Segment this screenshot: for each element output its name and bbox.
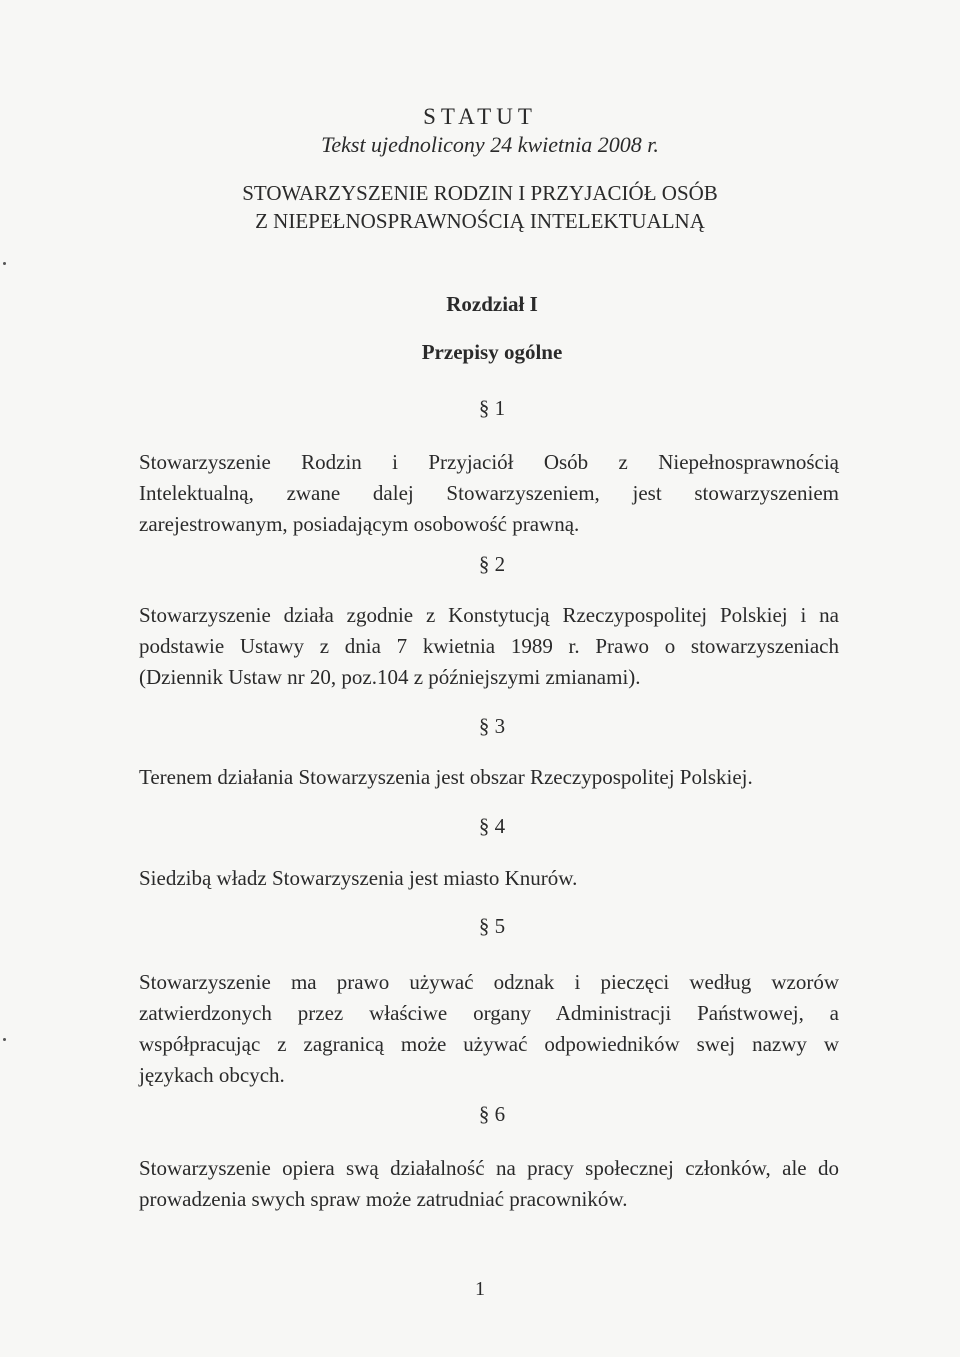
section-line: Siedzibą władz Stowarzyszenia jest miasto Knurów. bbox=[139, 866, 578, 890]
section-body-1 bbox=[139, 447, 839, 540]
section-mark-5: § 5 bbox=[478, 914, 506, 938]
section-line: współpracując z zagranicą może używać odpowiedników swej nazwy w bbox=[139, 1032, 839, 1056]
section-mark-6: § 6 bbox=[478, 1102, 506, 1126]
document-subtitle: Tekst ujednolicony 24 kwietnia 2008 r. bbox=[321, 132, 659, 157]
organization-name-line-1: STOWARZYSZENIE RODZIN I PRZYJACIÓŁ OSÓB bbox=[242, 181, 718, 205]
section-line: Terenem działania Stowarzyszenia jest obszar Rzeczypospolitej Polskiej. bbox=[139, 765, 753, 789]
section-mark-3: § 3 bbox=[478, 714, 506, 738]
document-title: STATUT bbox=[423, 104, 537, 129]
section-line: prowadzenia swych spraw może zatrudniać pracowników. bbox=[139, 1187, 628, 1211]
chapter-title: Przepisy ogólne bbox=[421, 340, 563, 364]
section-body-5 bbox=[139, 967, 839, 1091]
section-mark-2: § 2 bbox=[478, 552, 506, 576]
section-line: Stowarzyszenie ma prawo używać odznak i pieczęci według wzorów bbox=[139, 970, 839, 994]
scan-speck bbox=[3, 262, 6, 265]
section-mark-1: § 1 bbox=[478, 396, 506, 420]
section-line: Stowarzyszenie opiera swą działalność na pracy społecznej członków, ale do bbox=[139, 1156, 839, 1180]
section-line: Stowarzyszenie działa zgodnie z Konstytucją Rzeczypospolitej Polskiej i na bbox=[139, 603, 839, 627]
section-line: zatwierdzonych przez właściwe organy Administracji Państwowej, a bbox=[139, 1001, 839, 1025]
section-mark-4: § 4 bbox=[478, 814, 506, 838]
section-line: Intelektualną, zwane dalej Stowarzyszeniem, jest stowarzyszeniem bbox=[139, 481, 839, 505]
section-body-2 bbox=[139, 600, 839, 693]
section-line: podstawie Ustawy z dnia 7 kwietnia 1989 r. Prawo o stowarzyszeniach bbox=[139, 634, 839, 658]
section-line: (Dziennik Ustaw nr 20, poz.104 z późniejszymi zmianami). bbox=[139, 665, 641, 689]
scan-speck bbox=[3, 1038, 6, 1041]
section-body-3 bbox=[139, 762, 839, 793]
section-body-4 bbox=[139, 863, 839, 894]
organization-name-line-2: Z NIEPEŁNOSPRAWNOŚCIĄ INTELEKTUALNĄ bbox=[255, 209, 705, 233]
section-line: językach obcych. bbox=[139, 1063, 285, 1087]
page-number: 1 bbox=[475, 1278, 485, 1300]
section-body-6 bbox=[139, 1153, 839, 1215]
section-line: Stowarzyszenie Rodzin i Przyjaciół Osób z Niepełnosprawnością bbox=[139, 450, 839, 474]
chapter-label: Rozdział I bbox=[446, 292, 538, 316]
section-line: zarejestrowanym, posiadającym osobowość prawną. bbox=[139, 512, 580, 536]
